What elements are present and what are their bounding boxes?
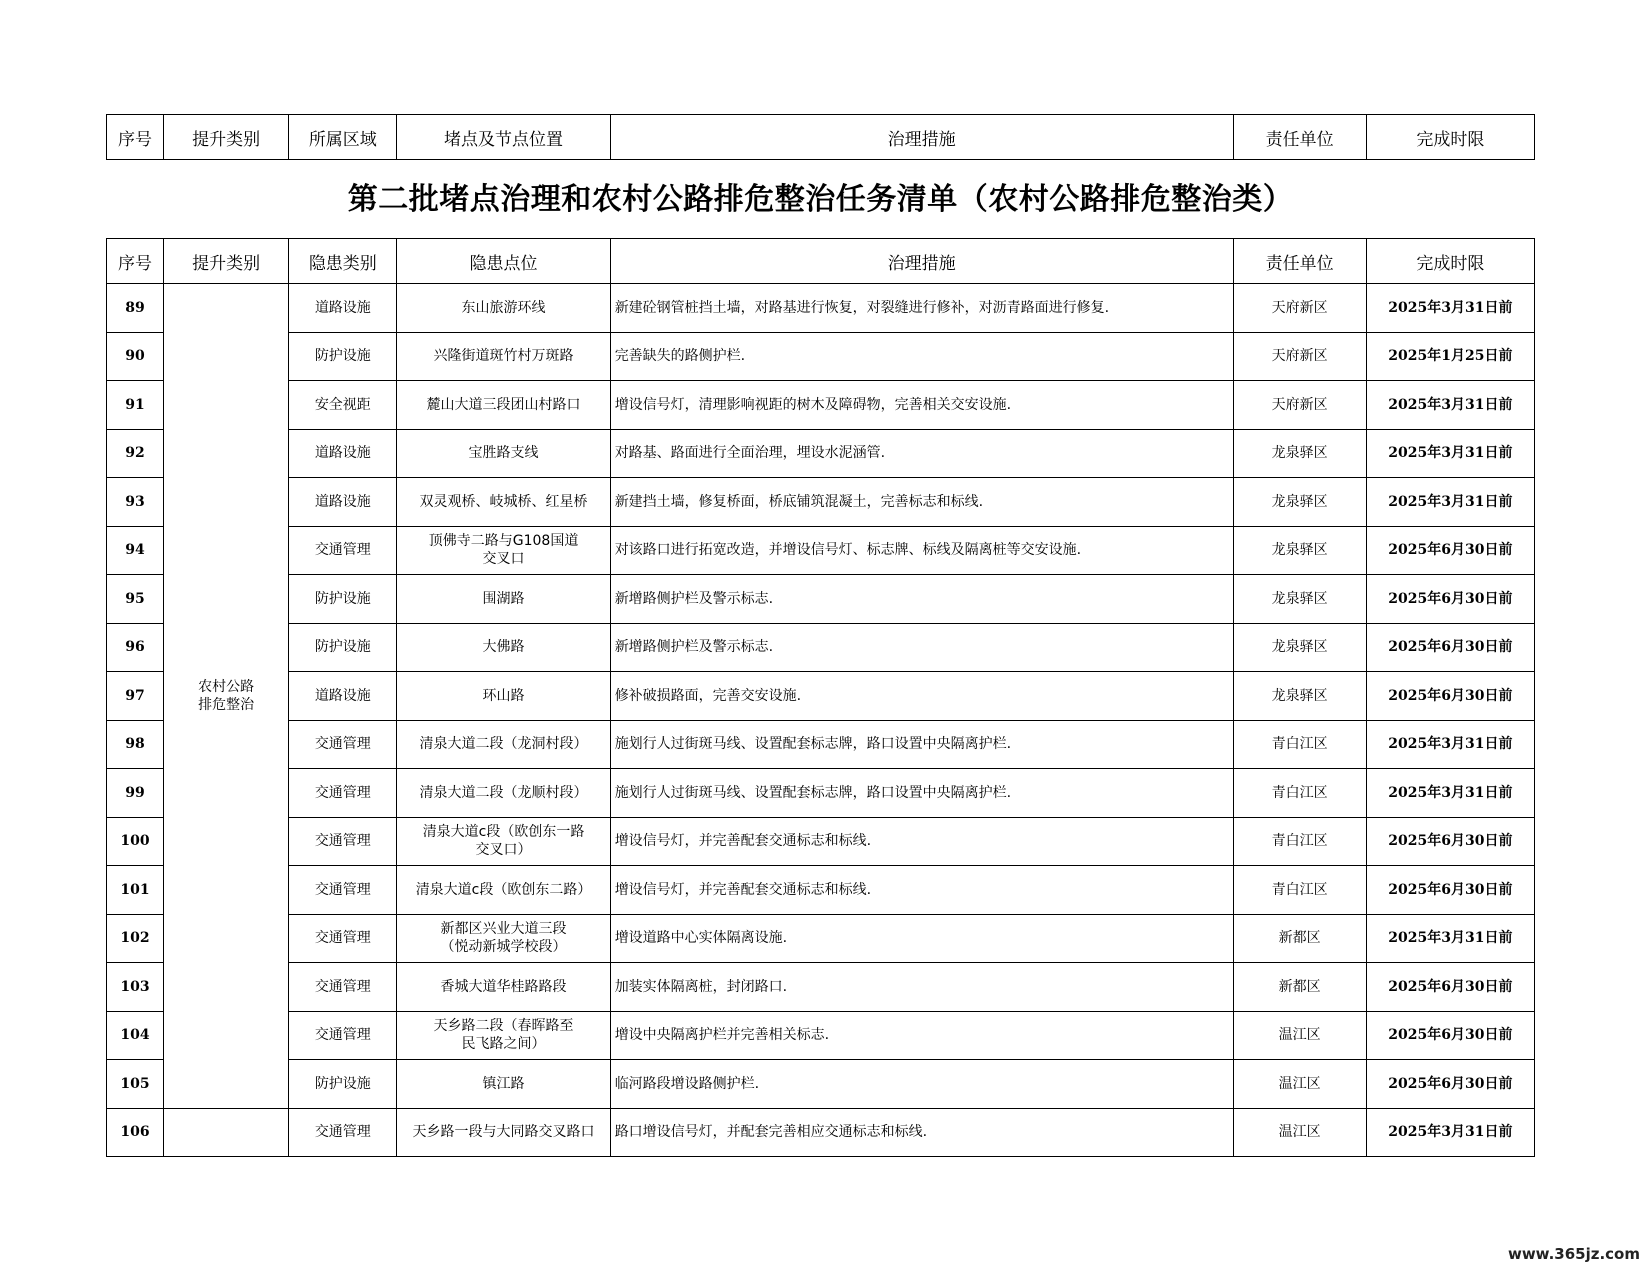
table-row (107, 575, 1535, 624)
hazard-type: 防护设施 (289, 1060, 397, 1109)
header-unit: 责任单位 (1233, 239, 1366, 284)
header-hazard-location: 隐患点位 (397, 239, 610, 284)
hazard-location: 天乡路二段（春晖路至 民飞路之间） (397, 1011, 610, 1060)
row-number: 90 (107, 332, 164, 381)
row-number: 98 (107, 720, 164, 769)
responsible-unit: 新都区 (1233, 914, 1366, 963)
hazard-location: 东山旅游环线 (397, 284, 610, 333)
hazard-location: 宝胜路支线 (397, 429, 610, 478)
deadline: 2025年6月30日前 (1366, 672, 1534, 721)
measure: 完善缺失的路侧护栏. (610, 332, 1233, 381)
measure: 新建砼钢管桩挡土墙，对路基进行恢复，对裂缝进行修补，对沥青路面进行修复. (610, 284, 1233, 333)
responsible-unit: 青白江区 (1233, 817, 1366, 866)
table-row (107, 1060, 1535, 1109)
table-row (107, 866, 1535, 915)
prev-header-measure: 治理措施 (610, 115, 1233, 160)
table-row (107, 381, 1535, 430)
row-number: 106 (107, 1108, 164, 1157)
table-body (107, 284, 1535, 1157)
hazard-location: 新都区兴业大道三段 （悦动新城学校段） (397, 914, 610, 963)
responsible-unit: 龙泉驿区 (1233, 575, 1366, 624)
table-row (107, 526, 1535, 575)
hazard-type: 交通管理 (289, 1108, 397, 1157)
table-row (107, 623, 1535, 672)
table-row (107, 332, 1535, 381)
responsible-unit: 温江区 (1233, 1108, 1366, 1157)
responsible-unit: 龙泉驿区 (1233, 672, 1366, 721)
hazard-type: 防护设施 (289, 575, 397, 624)
hazard-location: 清泉大道二段（龙洞村段） (397, 720, 610, 769)
hazard-type: 道路设施 (289, 284, 397, 333)
row-number: 93 (107, 478, 164, 527)
measure: 新建挡土墙，修复桥面，桥底铺筑混凝土，完善标志和标线. (610, 478, 1233, 527)
measure: 增设信号灯，并完善配套交通标志和标线. (610, 866, 1233, 915)
table-row (107, 817, 1535, 866)
prev-header-unit: 责任单位 (1233, 115, 1366, 160)
row-number: 104 (107, 1011, 164, 1060)
row-number: 105 (107, 1060, 164, 1109)
responsible-unit: 青白江区 (1233, 866, 1366, 915)
hazard-type: 交通管理 (289, 914, 397, 963)
hazard-type: 防护设施 (289, 623, 397, 672)
table-row (107, 1011, 1535, 1060)
table-row (107, 1108, 1535, 1157)
hazard-type: 交通管理 (289, 817, 397, 866)
table-row (107, 914, 1535, 963)
table-row (107, 284, 1535, 333)
header-category: 提升类别 (164, 239, 289, 284)
page-title: 第二批堵点治理和农村公路排危整治任务清单（农村公路排危整治类） (347, 182, 1294, 217)
row-number: 92 (107, 429, 164, 478)
responsible-unit: 天府新区 (1233, 381, 1366, 430)
measure: 施划行人过街斑马线、设置配套标志牌，路口设置中央隔离护栏. (610, 720, 1233, 769)
hazard-type: 安全视距 (289, 381, 397, 430)
measure: 对路基、路面进行全面治理，埋设水泥涵管. (610, 429, 1233, 478)
hazard-location: 双灵观桥、岐城桥、红星桥 (397, 478, 610, 527)
deadline: 2025年3月31日前 (1366, 1108, 1534, 1157)
measure: 对该路口进行拓宽改造，并增设信号灯、标志牌、标线及隔离桩等交安设施. (610, 526, 1233, 575)
row-number: 94 (107, 526, 164, 575)
hazard-type: 交通管理 (289, 866, 397, 915)
table-row (107, 672, 1535, 721)
hazard-location: 清泉大道c段（欧创东二路） (397, 866, 610, 915)
measure: 新增路侧护栏及警示标志. (610, 575, 1233, 624)
deadline: 2025年3月31日前 (1366, 720, 1534, 769)
prev-header-category: 提升类别 (164, 115, 289, 160)
row-number: 100 (107, 817, 164, 866)
responsible-unit: 天府新区 (1233, 332, 1366, 381)
row-number: 96 (107, 623, 164, 672)
measure: 新增路侧护栏及警示标志. (610, 623, 1233, 672)
deadline: 2025年3月31日前 (1366, 769, 1534, 818)
responsible-unit: 青白江区 (1233, 720, 1366, 769)
deadline: 2025年3月31日前 (1366, 914, 1534, 963)
deadline: 2025年6月30日前 (1366, 817, 1534, 866)
measure: 路口增设信号灯，并配套完善相应交通标志和标线. (610, 1108, 1233, 1157)
header-deadline: 完成时限 (1366, 239, 1534, 284)
table-header-row (107, 239, 1535, 284)
responsible-unit: 龙泉驿区 (1233, 478, 1366, 527)
responsible-unit: 天府新区 (1233, 284, 1366, 333)
row-number: 97 (107, 672, 164, 721)
deadline: 2025年1月25日前 (1366, 332, 1534, 381)
previous-table-header (106, 114, 1535, 160)
deadline: 2025年3月31日前 (1366, 284, 1534, 333)
row-number: 91 (107, 381, 164, 430)
hazard-location: 清泉大道二段（龙顺村段） (397, 769, 610, 818)
measure: 修补破损路面，完善交安设施. (610, 672, 1233, 721)
responsible-unit: 龙泉驿区 (1233, 526, 1366, 575)
deadline: 2025年3月31日前 (1366, 478, 1534, 527)
table-row (107, 478, 1535, 527)
category-cell-empty (164, 1108, 289, 1157)
hazard-location: 顶佛寺二路与G108国道 交叉口 (397, 526, 610, 575)
category-cell: 农村公路 排危整治 (164, 284, 289, 1109)
prev-header-location: 堵点及节点位置 (397, 115, 610, 160)
header-measure: 治理措施 (610, 239, 1233, 284)
hazard-location: 大佛路 (397, 623, 610, 672)
deadline: 2025年6月30日前 (1366, 1011, 1534, 1060)
responsible-unit: 新都区 (1233, 963, 1366, 1012)
task-table (106, 238, 1535, 1157)
prev-header-deadline: 完成时限 (1366, 115, 1534, 160)
header-no: 序号 (107, 239, 164, 284)
hazard-location: 清泉大道c段（欧创东一路 交叉口） (397, 817, 610, 866)
hazard-location: 香城大道华桂路路段 (397, 963, 610, 1012)
deadline: 2025年3月31日前 (1366, 429, 1534, 478)
measure: 增设信号灯，并完善配套交通标志和标线. (610, 817, 1233, 866)
deadline: 2025年6月30日前 (1366, 623, 1534, 672)
hazard-location: 环山路 (397, 672, 610, 721)
hazard-location: 围湖路 (397, 575, 610, 624)
hazard-type: 交通管理 (289, 769, 397, 818)
measure: 增设中央隔离护栏并完善相关标志. (610, 1011, 1233, 1060)
row-number: 99 (107, 769, 164, 818)
measure: 临河路段增设路侧护栏. (610, 1060, 1233, 1109)
hazard-type: 交通管理 (289, 963, 397, 1012)
deadline: 2025年3月31日前 (1366, 381, 1534, 430)
deadline: 2025年6月30日前 (1366, 1060, 1534, 1109)
responsible-unit: 温江区 (1233, 1011, 1366, 1060)
hazard-location: 镇江路 (397, 1060, 610, 1109)
measure: 加装实体隔离桩，封闭路口. (610, 963, 1233, 1012)
hazard-location: 麓山大道三段团山村路口 (397, 381, 610, 430)
prev-header-area: 所属区域 (289, 115, 397, 160)
table-row (107, 720, 1535, 769)
hazard-location: 兴隆街道斑竹村万斑路 (397, 332, 610, 381)
hazard-location: 天乡路一段与大同路交叉路口 (397, 1108, 610, 1157)
prev-header-no: 序号 (107, 115, 164, 160)
deadline: 2025年6月30日前 (1366, 575, 1534, 624)
table-row (107, 429, 1535, 478)
responsible-unit: 青白江区 (1233, 769, 1366, 818)
header-hazard-type: 隐患类别 (289, 239, 397, 284)
row-number: 101 (107, 866, 164, 915)
row-number: 89 (107, 284, 164, 333)
measure: 增设信号灯，清理影响视距的树木及障碍物，完善相关交安设施. (610, 381, 1233, 430)
table-row (107, 769, 1535, 818)
row-number: 103 (107, 963, 164, 1012)
hazard-type: 道路设施 (289, 672, 397, 721)
deadline: 2025年6月30日前 (1366, 963, 1534, 1012)
watermark: www.365jz.com (1507, 1245, 1640, 1263)
measure: 增设道路中心实体隔离设施. (610, 914, 1233, 963)
deadline: 2025年6月30日前 (1366, 866, 1534, 915)
hazard-type: 防护设施 (289, 332, 397, 381)
responsible-unit: 龙泉驿区 (1233, 429, 1366, 478)
row-number: 102 (107, 914, 164, 963)
hazard-type: 交通管理 (289, 1011, 397, 1060)
measure: 施划行人过街斑马线、设置配套标志牌，路口设置中央隔离护栏. (610, 769, 1233, 818)
table-row (107, 963, 1535, 1012)
responsible-unit: 温江区 (1233, 1060, 1366, 1109)
row-number: 95 (107, 575, 164, 624)
hazard-type: 道路设施 (289, 478, 397, 527)
deadline: 2025年6月30日前 (1366, 526, 1534, 575)
hazard-type: 交通管理 (289, 526, 397, 575)
hazard-type: 道路设施 (289, 429, 397, 478)
responsible-unit: 龙泉驿区 (1233, 623, 1366, 672)
hazard-type: 交通管理 (289, 720, 397, 769)
